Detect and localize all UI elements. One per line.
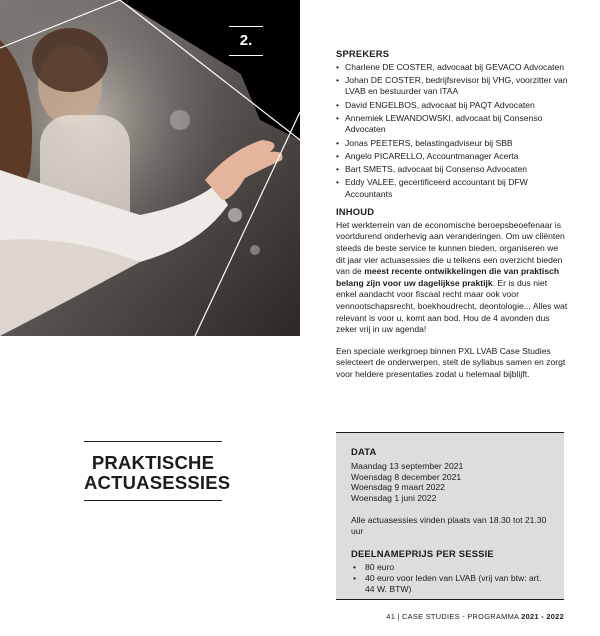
list-item: • Angelo PICARELLO, Accountmanager Acerta: [336, 151, 568, 163]
list-item: • Charlene DE COSTER, advocaat bij GEVACO Advocaten: [336, 62, 568, 74]
section-number: [229, 26, 263, 56]
inhoud-paragraph: Een speciale werkgroep binnen PXL LVAB Case Studies selecteert de onderwerpen, stelt de syllabus samen en zorgt voor heldere presentaties zodat u helemaal bijblijft.: [336, 345, 566, 379]
page-title: [84, 441, 231, 501]
time-note: Alle actuasessies vinden plaats van 18.30 tot 21.30 uur: [351, 514, 547, 536]
date-item: Woensdag 8 december 2021: [351, 471, 462, 482]
page-title-text: [84, 442, 231, 500]
paragraph-text: Het werkterrein van de economische beroepsbeoefenaar is voortdurend onderhevig aan veranderingen. Om uw cliënten steeds de beste service te kunnen bieden, organiseren we dit jaar vier actuasessies die u telkens een overzicht bieden van de: [336, 219, 565, 277]
inhoud-paragraph: [336, 220, 568, 336]
hero-photo: [0, 0, 300, 336]
speakers-heading: SPREKERS: [336, 48, 390, 59]
footer-text: 41 | CASE STUDIES - PROGRAMMA: [386, 612, 522, 621]
list-item: • Eddy VALEE, gecertificeerd accountant bij DFW Accountants: [336, 177, 568, 200]
info-box: [336, 432, 564, 600]
inhoud-heading: INHOUD: [336, 206, 375, 218]
date-item: Woensdag 1 juni 2022: [351, 493, 437, 504]
list-item: • 80 euro: [351, 562, 549, 573]
date-item: Maandag 13 september 2021: [351, 460, 464, 471]
date-item: Woensdag 9 maart 2022: [351, 482, 445, 493]
paragraph-bold-text: meest recente ontwikkelingen die van praktisch belang zijn voor uw dagelijkse praktijk: [336, 266, 560, 288]
divider: [229, 55, 263, 56]
title-line: ACTUASESSIES: [84, 472, 231, 493]
data-heading: DATA: [351, 446, 377, 457]
list-item: • Bart SMETS, advocaat bij Consenso Advocaten: [336, 164, 568, 176]
title-line: PRAKTISCHE: [91, 452, 215, 473]
list-item: • 40 euro voor leden van LVAB (vrij van btw: art. 44 W. BTW): [351, 573, 549, 595]
price-heading: DEELNAMEPRIJS PER SESSIE: [351, 547, 494, 559]
list-item: • Annemiek LEWANDOWSKI, advocaat bij Consenso Advocaten: [336, 113, 568, 136]
paragraph-text: . Er is dus niet enkel aandacht voor fiscaal recht maar ook voor vennootschapsrecht, boekhoudrecht, deontologie... Alles wat relevant is voor u, komt aan bod. Hou de 4 avonden dus zeker vrij in uw agenda!: [336, 277, 568, 335]
divider: [84, 500, 222, 501]
list-item: • Johan DE COSTER, bedrijfsrevisor bij VHG, voorzitter van LVAB en bestuurder van ITAA: [336, 75, 568, 98]
page-footer: [386, 612, 564, 621]
speakers-list: [336, 62, 568, 201]
list-item: • David ENGELBOS, advocaat bij PAQT Advocaten: [336, 100, 568, 112]
content-column: [336, 48, 568, 391]
list-item: • Jonas PEETERS, belastingadviseur bij SBB: [336, 138, 568, 150]
price-list: [351, 562, 549, 594]
footer-years: 2021 - 2022: [521, 612, 564, 621]
inhoud-text: [336, 220, 568, 381]
section-number-text: 2.: [239, 32, 253, 49]
